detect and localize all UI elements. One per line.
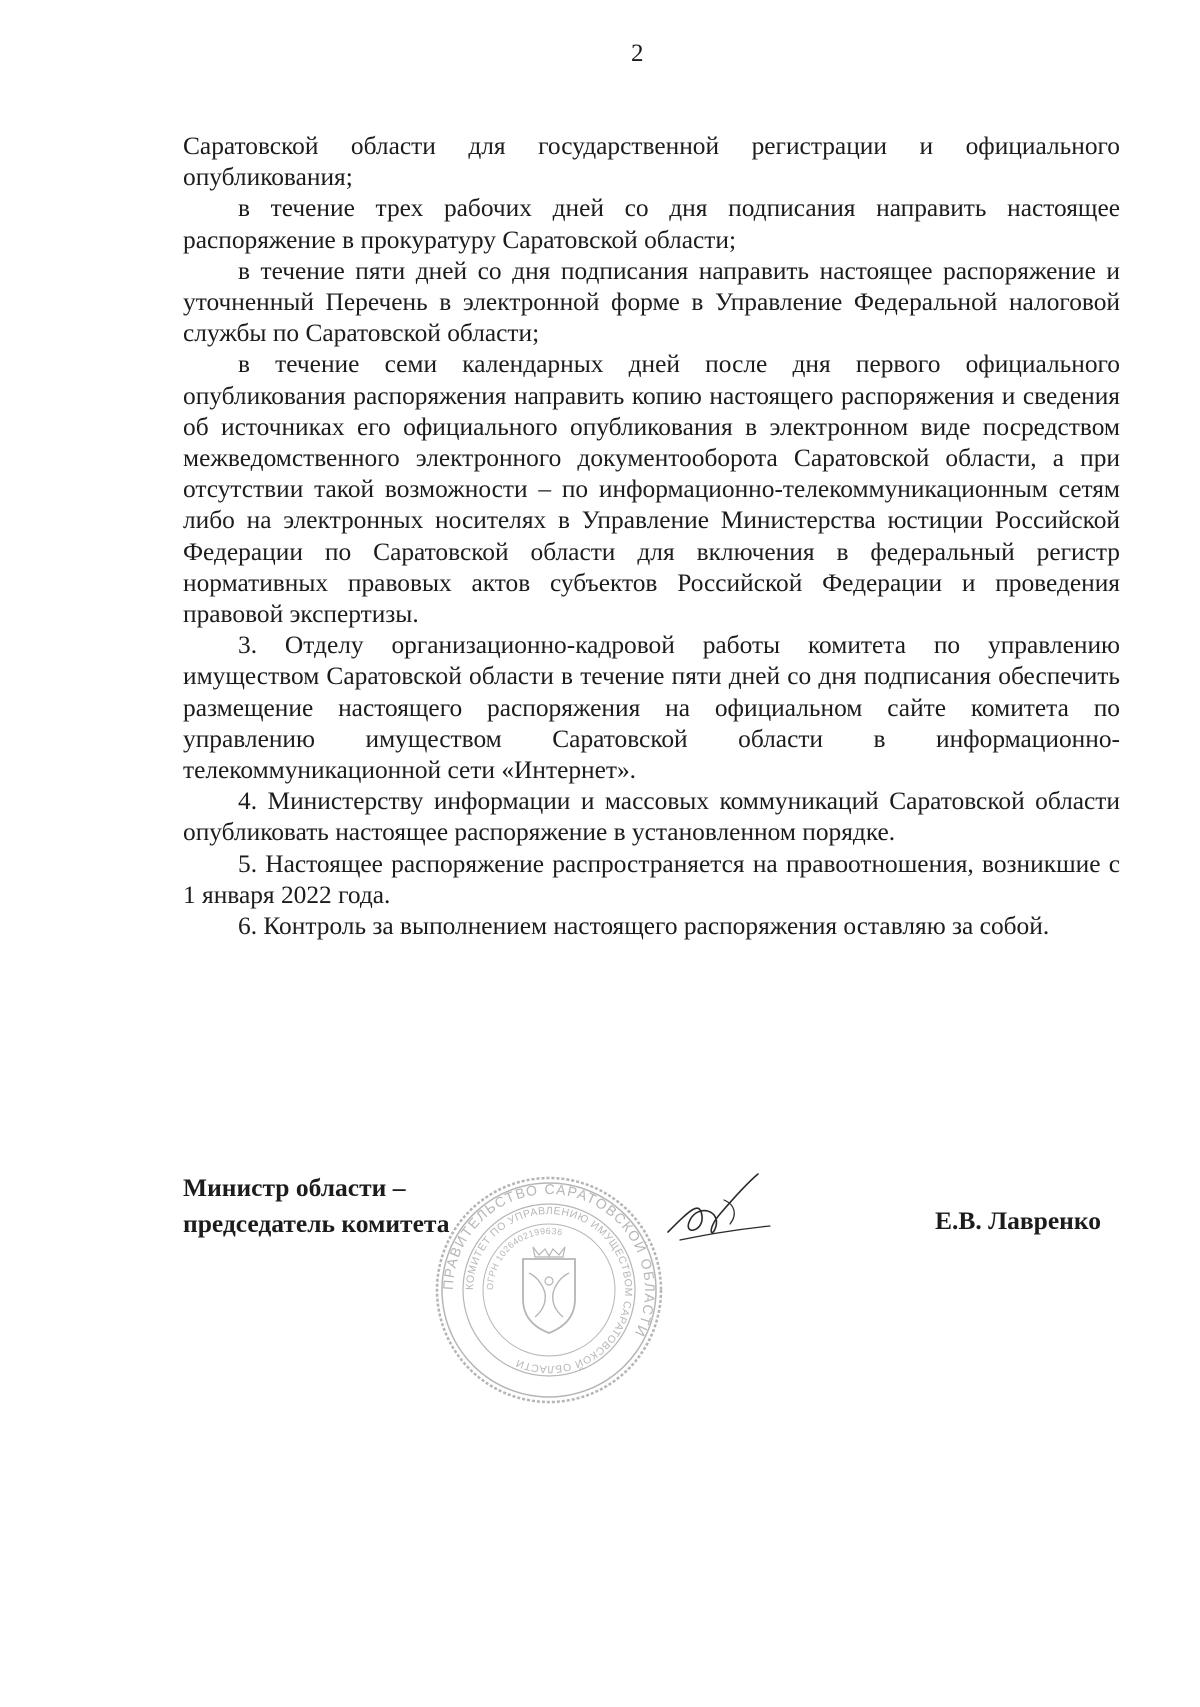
handwritten-signature: [660, 1170, 780, 1255]
signer-position-line-2: председатель комитета: [183, 1209, 450, 1238]
signer-position-line-1: Министр области –: [183, 1173, 406, 1202]
seal-ogrn-text: ОГРН 1026402199636: [484, 1225, 564, 1291]
paragraph-6: 4. Министерству информации и массовых коммуникаций Саратовской области опубликовать настоящее распоряжение в установленном порядке.: [183, 787, 1120, 847]
document-body: [183, 131, 1120, 942]
page-number: 2: [631, 40, 644, 67]
paragraph-3: в течение пяти дней со дня подписания направить настоящее распоряжение и уточненный Перечень в электронной форме в Управление Федеральной налоговой службы по Саратовской области;: [183, 256, 1120, 348]
coat-of-arms-icon: [523, 1247, 575, 1333]
paragraph-1: Саратовской области для государственной регистрации и официального опубликования;: [183, 132, 1120, 192]
paragraph-4: в течение семи календарных дней после дня первого официального опубликования распоряжения направить копию настоящего распоряжения и сведения об источниках его официального опубликования в электронном виде посредством межведомственного электронного документооборота Саратовской области, а при отсутствии такой возможности – по информационно-телекоммуникационным сетям либо на электронных носителях в Управление Министерства юстиции Российской Федерации по Саратовской области для включения в федеральный регистр нормативных правовых актов субъектов Российской Федерации и проведения правовой экспертизы.: [183, 350, 1120, 629]
paragraph-2: в течение трех рабочих дней со дня подписания направить настоящее распоряжение в прокуратуру Саратовской области;: [183, 194, 1120, 254]
paragraph-7: 5. Настоящее распоряжение распространяется на правоотношения, возникшие с 1 января 2022 года.: [183, 849, 1120, 909]
signer-name: Е.В. Лавренко: [935, 1206, 1101, 1235]
seal-inner-text: КОМИТЕТ ПО УПРАВЛЕНИЮ ИМУЩЕСТВОМ САРАТОВСКОЙ ОБЛАСТИ: [463, 1204, 635, 1376]
official-seal: [434, 1175, 664, 1405]
paragraph-8: 6. Контроль за выполнением настоящего распоряжения оставляю за собой.: [238, 912, 1050, 941]
seal-outer-text: ПРАВИТЕЛЬСТВО САРАТОВСКОЙ ОБЛАСТИ: [439, 1180, 659, 1341]
paragraph-5: 3. Отделу организационно-кадровой работы комитета по управлению имуществом Саратовской области в течение пяти дней со дня подписания обеспечить размещение настоящего распоряжения на официальном сайте комитета по управлению имуществом Саратовской области в информационно-телекоммуникационной сети «Интернет».: [183, 631, 1120, 785]
signer-position: [183, 1170, 449, 1242]
